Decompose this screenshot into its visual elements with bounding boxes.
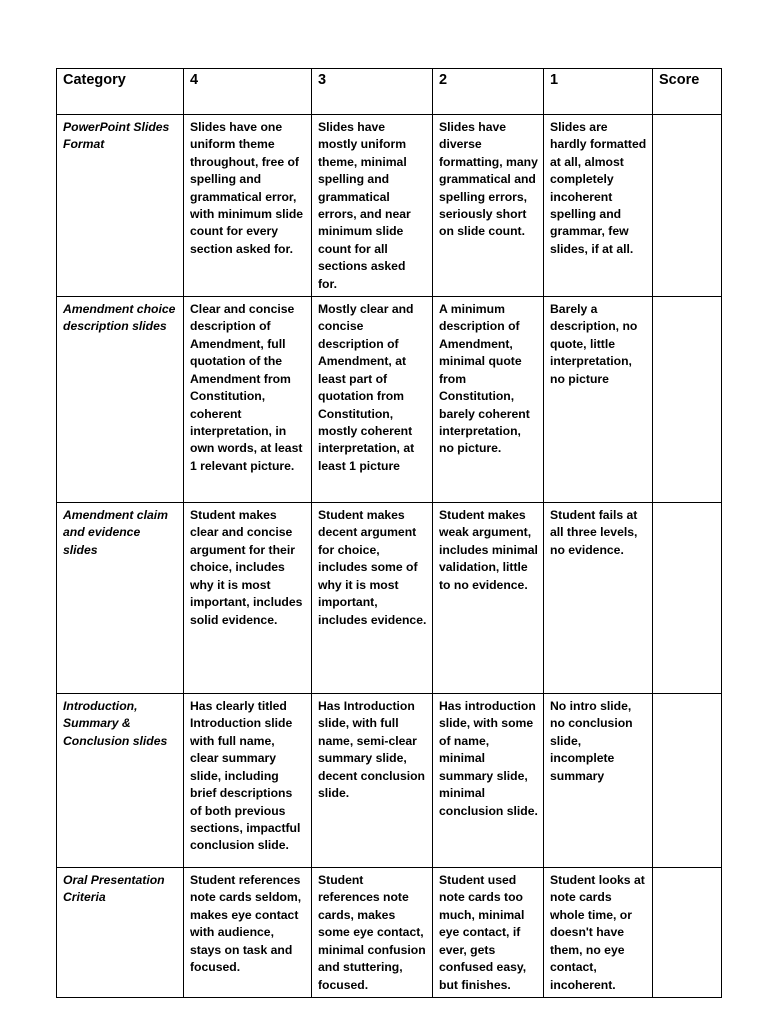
criteria-cell-4: Has clearly titled Introduction slide with full name, clear summary slide, including brief descriptions of both previous sections, impactful conclusion slide. (184, 694, 312, 868)
criteria-cell-2: A minimum description of Amendment, minimal quote from Constitution, barely coherent interpretation, no picture. (433, 297, 544, 503)
table-row (57, 868, 722, 998)
criteria-cell-2: Has introduction slide, with some of name, minimal summary slide, minimal conclusion slide. (433, 694, 544, 868)
score-cell (653, 694, 722, 868)
category-cell: Oral Presentation Criteria (57, 868, 184, 998)
criteria-cell-1: No intro slide, no conclusion slide, incomplete summary (544, 694, 653, 868)
criteria-cell-1: Barely a description, no quote, little interpretation, no picture (544, 297, 653, 503)
header-score-1: 1 (544, 69, 653, 115)
criteria-cell-4: Slides have one uniform theme throughout, free of spelling and grammatical error, with minimum slide count for every section asked for. (184, 115, 312, 297)
header-row (57, 69, 722, 115)
table-row (57, 115, 722, 297)
criteria-cell-3: Mostly clear and concise description of Amendment, at least part of quotation from Constitution, mostly coherent interpretation, at least 1 picture (312, 297, 433, 503)
table-row (57, 694, 722, 868)
score-cell (653, 297, 722, 503)
header-score: Score (653, 69, 722, 115)
table-row (57, 503, 722, 694)
criteria-cell-1: Student looks at note cards whole time, or doesn't have them, no eye contact, incoherent. (544, 868, 653, 998)
criteria-cell-3: Has Introduction slide, with full name, semi-clear summary slide, decent conclusion slide. (312, 694, 433, 868)
criteria-cell-1: Student fails at all three levels, no evidence. (544, 503, 653, 694)
category-cell: Introduction, Summary & Conclusion slides (57, 694, 184, 868)
criteria-cell-4: Student references note cards seldom, makes eye contact with audience, stays on task and focused. (184, 868, 312, 998)
rubric-table (56, 68, 722, 998)
header-score-2: 2 (433, 69, 544, 115)
score-cell (653, 868, 722, 998)
criteria-cell-2: Slides have diverse formatting, many grammatical and spelling errors, seriously short on slide count. (433, 115, 544, 297)
criteria-cell-3: Student references note cards, makes some eye contact, minimal confusion and stuttering, focused. (312, 868, 433, 998)
criteria-cell-1: Slides are hardly formatted at all, almost completely incoherent spelling and grammar, few slides, if at all. (544, 115, 653, 297)
category-cell: Amendment choice description slides (57, 297, 184, 503)
criteria-cell-2: Student makes weak argument, includes minimal validation, little to no evidence. (433, 503, 544, 694)
category-cell: PowerPoint Slides Format (57, 115, 184, 297)
criteria-cell-4: Student makes clear and concise argument for their choice, includes why it is most important, includes solid evidence. (184, 503, 312, 694)
criteria-cell-3: Student makes decent argument for choice, includes some of why it is most important, includes evidence. (312, 503, 433, 694)
criteria-cell-2: Student used note cards too much, minimal eye contact, if ever, gets confused easy, but finishes. (433, 868, 544, 998)
criteria-cell-4: Clear and concise description of Amendment, full quotation of the Amendment from Constitution, coherent interpretation, in own words, at least 1 relevant picture. (184, 297, 312, 503)
score-cell (653, 115, 722, 297)
header-score-4: 4 (184, 69, 312, 115)
header-score-3: 3 (312, 69, 433, 115)
category-cell: Amendment claim and evidence slides (57, 503, 184, 694)
score-cell (653, 503, 722, 694)
table-row (57, 297, 722, 503)
header-category: Category (57, 69, 184, 115)
criteria-cell-3: Slides have mostly uniform theme, minimal spelling and grammatical errors, and near minimum slide count for all sections asked for. (312, 115, 433, 297)
